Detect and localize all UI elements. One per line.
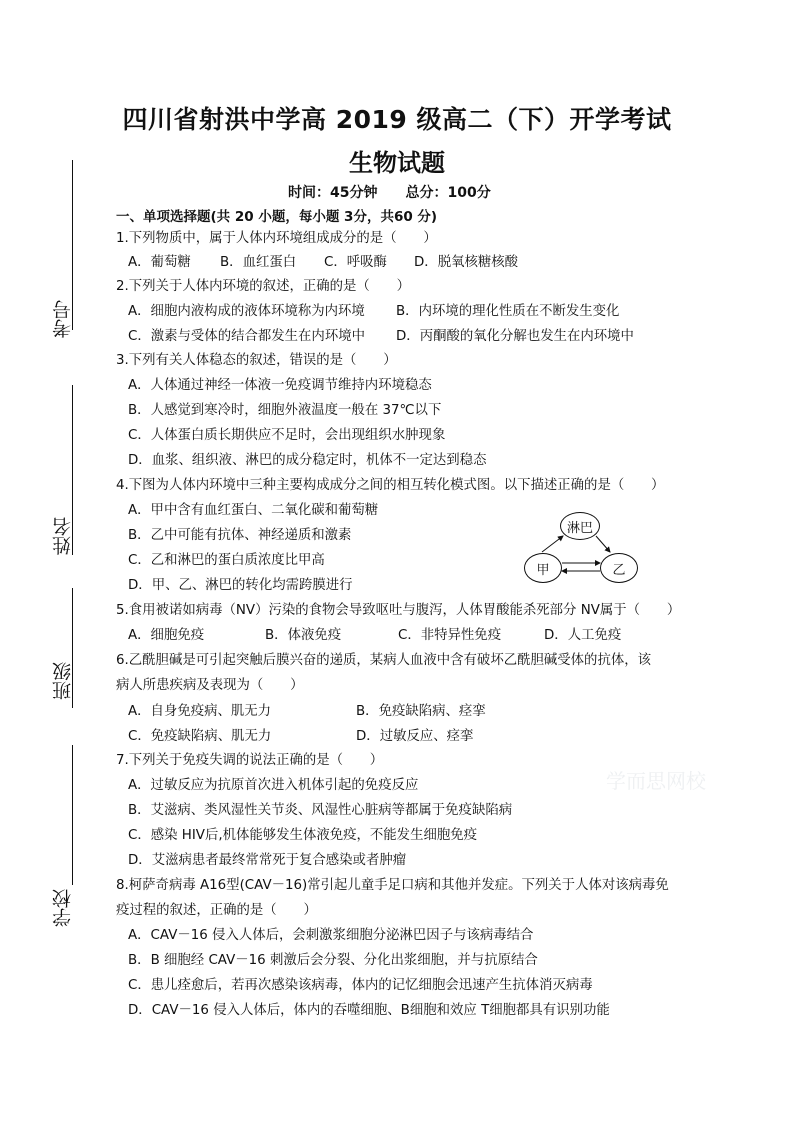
q8-option-d: D．CAV－16 侵入人体后，体内的吞噬细胞、B细胞和效应 T细胞都具有识别功能 [128,1003,610,1018]
time-text: 时间：45分钟 [288,185,378,201]
exam-subtitle: 生物试题 [349,149,445,177]
question-8-stem-line2: 疫过程的叙述，正确的是（ ） [116,903,317,918]
q6-option-c: C．免疫缺陷病、肌无力 [128,729,272,744]
q1-option-b: B．血红蛋白 [220,255,297,270]
q4-option-d: D．甲、乙、淋巴的转化均需跨膜进行 [128,578,353,593]
exam-no-label: 考号 [52,300,74,338]
question-7-stem: 7.下列关于免疫失调的说法正确的是（ ） [116,753,384,768]
q1-option-d: D．脱氧核糖核酸 [414,255,519,270]
q7-option-d: D．艾滋病患者最终常常死于复合感染或者肿瘤 [128,853,407,868]
q5-option-a: A．细胞免疫 [128,628,205,643]
score-text: 总分：100分 [405,185,491,201]
q3-option-c: C．人体蛋白质长期供应不足时，会出现组织水肿现象 [128,428,446,443]
q4-option-a: A．甲中含有血红蛋白、二氧化碳和葡萄糖 [128,503,379,518]
question-2-stem: 2.下列关于人体内环境的叙述，正确的是（ ） [116,279,410,294]
q3-option-b: B．人感觉到寒冷时，细胞外液温度一般在 37℃以下 [128,403,442,418]
question-1-options [128,254,518,272]
node-lymph: 淋巴 [560,512,600,540]
exam-title: 四川省射洪中学高 2019 级高二（下）开学考试 [122,105,672,134]
q7-option-b: B．艾滋病、类风湿性关节炎、风湿性心脏病等都属于免疫缺陷病 [128,803,513,818]
node-yi: 乙 [600,553,638,583]
q2-option-d: D．丙酮酸的氧化分解也发生在内环境中 [396,329,634,344]
q8-option-b: B．B 细胞经 CAV－16 刺激后会分裂、分化出浆细胞，并与抗原结合 [128,953,538,968]
arrow-lymph-to-yi [596,536,610,552]
name-label: 姓名 [52,517,74,555]
q5-option-c: C．非特异性免疫 [398,628,502,643]
q2-option-a: A．细胞内液构成的液体环境称为内环境 [128,304,365,319]
q5-option-d: D．人工免疫 [544,628,622,643]
q4-option-b: B．乙中可能有抗体、神经递质和激素 [128,528,352,543]
question-6-stem-line2: 病人所患疾病及表现为（ ） [116,678,304,693]
q5-option-b: B．体液免疫 [265,628,342,643]
question-5-stem: 5.食用被诺如病毒（NV）污染的食物会导致呕吐与腹泻，人体胃酸能杀死部分 NV属于（ ） [116,603,681,618]
question-6-options-row2 [128,728,473,746]
q2-option-b: B．内环境的理化性质在不断发生变化 [396,304,620,319]
q7-option-c: C．感染 HIV后,机体能够发生体液免疫，不能发生细胞免疫 [128,828,478,843]
question-5-options [128,627,621,645]
q2-option-c: C．激素与受体的结合都发生在内环境中 [128,329,365,344]
q6-option-b: B．免疫缺陷病、痉挛 [356,704,486,719]
q8-option-a: A．CAV－16 侵入人体后，会刺激浆细胞分泌淋巴因子与该病毒结合 [128,928,534,943]
school-line [72,745,73,885]
q4-option-c: C．乙和淋巴的蛋白质浓度比甲高 [128,553,325,568]
q6-option-a: A．自身免疫病、肌无力 [128,704,272,719]
question-6-stem-line1: 6.乙酰胆碱是可引起突触后膜兴奋的递质，某病人血液中含有破坏乙酰胆碱受体的抗体，该 [116,653,652,668]
q1-option-a: A．葡萄糖 [128,255,191,270]
question-4-stem: 4.下图为人体内环境中三种主要构成成分之间的相互转化模式图。以下描述正确的是（ ） [116,478,665,493]
time-score-line [288,182,519,202]
question-3-stem: 3.下列有关人体稳态的叙述，错误的是（ ） [116,353,397,368]
q3-option-a: A．人体通过神经一体液一免疫调节维持内环境稳态 [128,378,432,393]
school-label: 学校 [52,889,74,927]
watermark: 学而思网校 [606,769,706,793]
section-heading: 一、单项选择题(共 20 小题，每小题 3分，共60 分) [116,209,438,225]
class-label: 班级 [52,662,74,700]
question-6-options-row1 [128,703,486,721]
arrow-jia-to-lymph [542,536,563,552]
question-8-stem-line1: 8.柯萨奇病毒 A16型(CAV－16)常引起儿童手足口病和其他并发症。下列关于人体对该病毒免 [116,878,669,893]
q7-option-a: A．过敏反应为抗原首次进入机体引起的免疫反应 [128,778,419,793]
question-1-stem: 1.下列物质中，属于人体内环境组成成分的是（ ） [116,231,437,246]
q3-option-d: D．血浆、组织液、淋巴的成分稳定时，机体不一定达到稳态 [128,453,487,468]
node-jia: 甲 [524,553,562,583]
question-2-options-row2 [128,328,634,346]
body-fluid-diagram [520,510,640,590]
q6-option-d: D．过敏反应、痉挛 [356,729,474,744]
q1-option-c: C．呼吸酶 [324,255,387,270]
q8-option-c: C．患儿痊愈后，若再次感染该病毒，体内的记忆细胞会迅速产生抗体消灭病毒 [128,978,593,993]
question-2-options-row1 [128,303,619,321]
